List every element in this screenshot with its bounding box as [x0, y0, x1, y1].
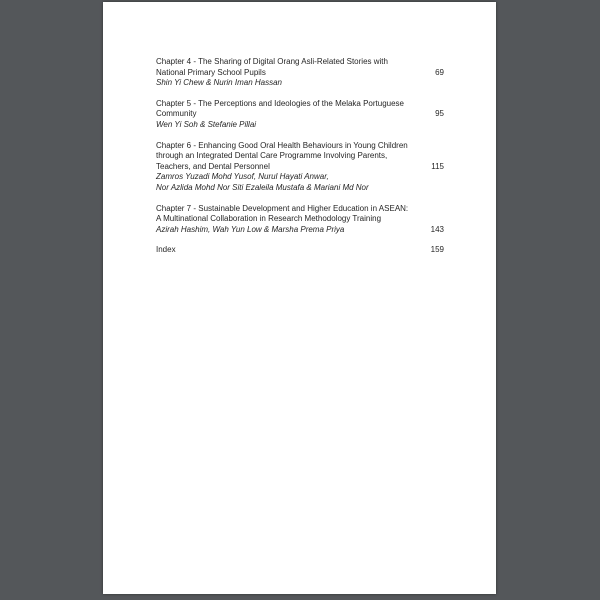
- toc-entry-chapter-7[interactable]: [156, 204, 446, 236]
- toc-entry-title: Index: [156, 245, 176, 255]
- toc-entry-page-number: 95: [435, 109, 444, 119]
- toc-entry-title: Chapter 4 - The Sharing of Digital Orang Asli-Related Stories with National Primary School Pupils: [156, 57, 388, 77]
- document-page[interactable]: [103, 2, 496, 594]
- toc-entry-authors: Azirah Hashim, Wah Yun Low & Marsha Prema Priya: [156, 224, 345, 234]
- toc-entry-authors: Nor Azlida Mohd Nor Siti Ezaleila Mustafa & Mariani Md Nor: [156, 182, 369, 192]
- toc-entry-title: Chapter 6 - Enhancing Good Oral Health Behaviours in Young Children through an Integrated Dental Care Programme Involving Parents, Teachers, and Dental Personnel: [156, 140, 408, 171]
- toc-entry-title: Chapter 5 - The Perceptions and Ideologies of the Melaka Portuguese Community: [156, 98, 405, 119]
- toc-entry-title: Chapter 7 - Sustainable Development and Higher Education in ASEAN: A Multinational Collaboration in Research Methodology Training: [156, 203, 409, 224]
- toc-entry-chapter-4[interactable]: [156, 57, 446, 89]
- toc-entry-authors: Wen Yi Soh & Stefanie Pillai: [156, 119, 257, 129]
- toc-entry-authors: Shin Yi Chew & Nurin Iman Hassan: [156, 78, 282, 88]
- toc-entry-page-number: 69: [435, 67, 444, 77]
- toc-entry-chapter-6[interactable]: [156, 141, 446, 194]
- toc-entry-page-number: 159: [430, 245, 444, 255]
- toc-entry-index[interactable]: [156, 245, 446, 256]
- toc-entry-page-number: 115: [431, 161, 444, 171]
- toc-entry-page-number: 143: [430, 224, 444, 234]
- toc-entry-chapter-5[interactable]: [156, 99, 446, 131]
- table-of-contents: [156, 57, 446, 266]
- toc-entry-authors: Zamros Yuzadi Mohd Yusof, Nurul Hayati Anwar,: [156, 172, 329, 182]
